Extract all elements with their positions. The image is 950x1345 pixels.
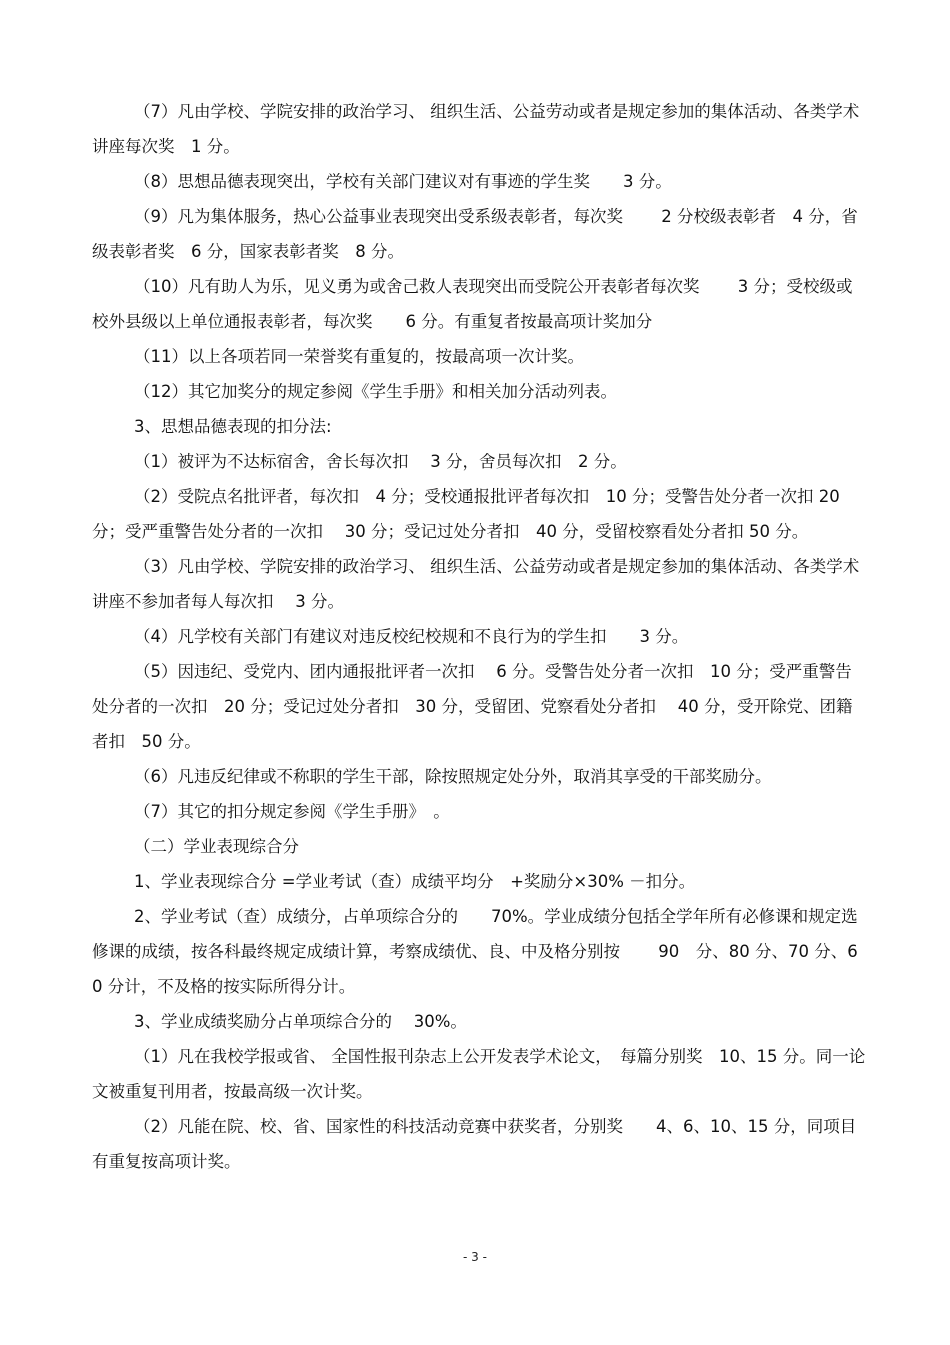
paragraph: （2）凡能在院、校、省、国家性的科技活动竞赛中获奖者，分别奖 4、6、10、15 分，同项目有重复按高项计奖。 [92, 1117, 857, 1171]
paragraph: （2）受院点名批评者，每次扣 4 分；受校通报批评者每次扣 10 分；受警告处分者一次扣 20 分；受严重警告处分者的一次扣 30 分；受记过处分者扣 40 分，受留校察看处分者扣 50 分。 [92, 487, 845, 541]
section-heading: （二）学业表现综合分 [134, 837, 299, 856]
paragraph: 2、学业考试（查）成绩分，占单项综合分的 70%。学业成绩分包括全学年所有必修课和规定选修课的成绩，按各科最终规定成绩计算，考察成绩优、良、中及格分别按 90 分、80 分、70 分、60 分计，不及格的按实际所得分计。 [92, 907, 858, 996]
paragraph: （1）被评为不达标宿舍，舍长每次扣 3 分，舍员每次扣 2 分。 [134, 452, 627, 471]
paragraph: （7）凡由学校、学院安排的政治学习、 组织生活、公益劳动或者是规定参加的集体活动、各类学术讲座每次奖 1 分。 [92, 102, 860, 156]
paragraph: （8）思想品德表现突出，学校有关部门建议对有事迹的学生奖 3 分。 [134, 172, 672, 191]
section-heading: 3、思想品德表现的扣分法: [134, 417, 332, 436]
paragraph: （3）凡由学校、学院安排的政治学习、 组织生活、公益劳动或者是规定参加的集体活动、各类学术讲座不参加者每人每次扣 3 分。 [92, 557, 860, 611]
paragraph: 3、学业成绩奖励分占单项综合分的 30%。 [134, 1012, 467, 1031]
paragraph: （11）以上各项若同一荣誉奖有重复的，按最高项一次计奖。 [134, 347, 584, 366]
paragraph: 1、学业表现综合分 =学业考试（查）成绩平均分 +奖励分×30% －扣分。 [134, 872, 696, 891]
paragraph: （9）凡为集体服务，热心公益事业表现突出受系级表彰者，每次奖 2 分校级表彰者 4 分，省级表彰者奖 6 分，国家表彰者奖 8 分。 [92, 207, 858, 261]
paragraph: （7）其它的扣分规定参阅《学生手册》 。 [134, 802, 450, 821]
paragraph: （4）凡学校有关部门有建议对违反校纪校规和不良行为的学生扣 3 分。 [134, 627, 689, 646]
paragraph: （5）因违纪、受党内、团内通报批评者一次扣 6 分。受警告处分者一次扣 10 分；受严重警告处分者的一次扣 20 分；受记过处分者扣 30 分，受留团、党察看处分者扣 40 分，受开除党、团籍者扣 50 分。 [92, 662, 853, 751]
paragraph: （12）其它加奖分的规定参阅《学生手册》和相关加分活动列表。 [134, 382, 617, 401]
document-body [92, 94, 868, 1179]
paragraph: （1）凡在我校学报或省、 全国性报刊杂志上公开发表学术论文， 每篇分别奖 10、15 分。同一论文被重复刊用者，按最高级一次计奖。 [92, 1047, 866, 1101]
page-number: - 3 - [463, 1250, 487, 1264]
paragraph: （6）凡违反纪律或不称职的学生干部，除按照规定处分外，取消其享受的干部奖励分。 [134, 767, 772, 786]
paragraph: （10）凡有助人为乐，见义勇为或舍己救人表现突出而受院公开表彰者每次奖 3 分；受校级或校外县级以上单位通报表彰者，每次奖 6 分。有重复者按最高项计奖加分 [92, 277, 853, 331]
